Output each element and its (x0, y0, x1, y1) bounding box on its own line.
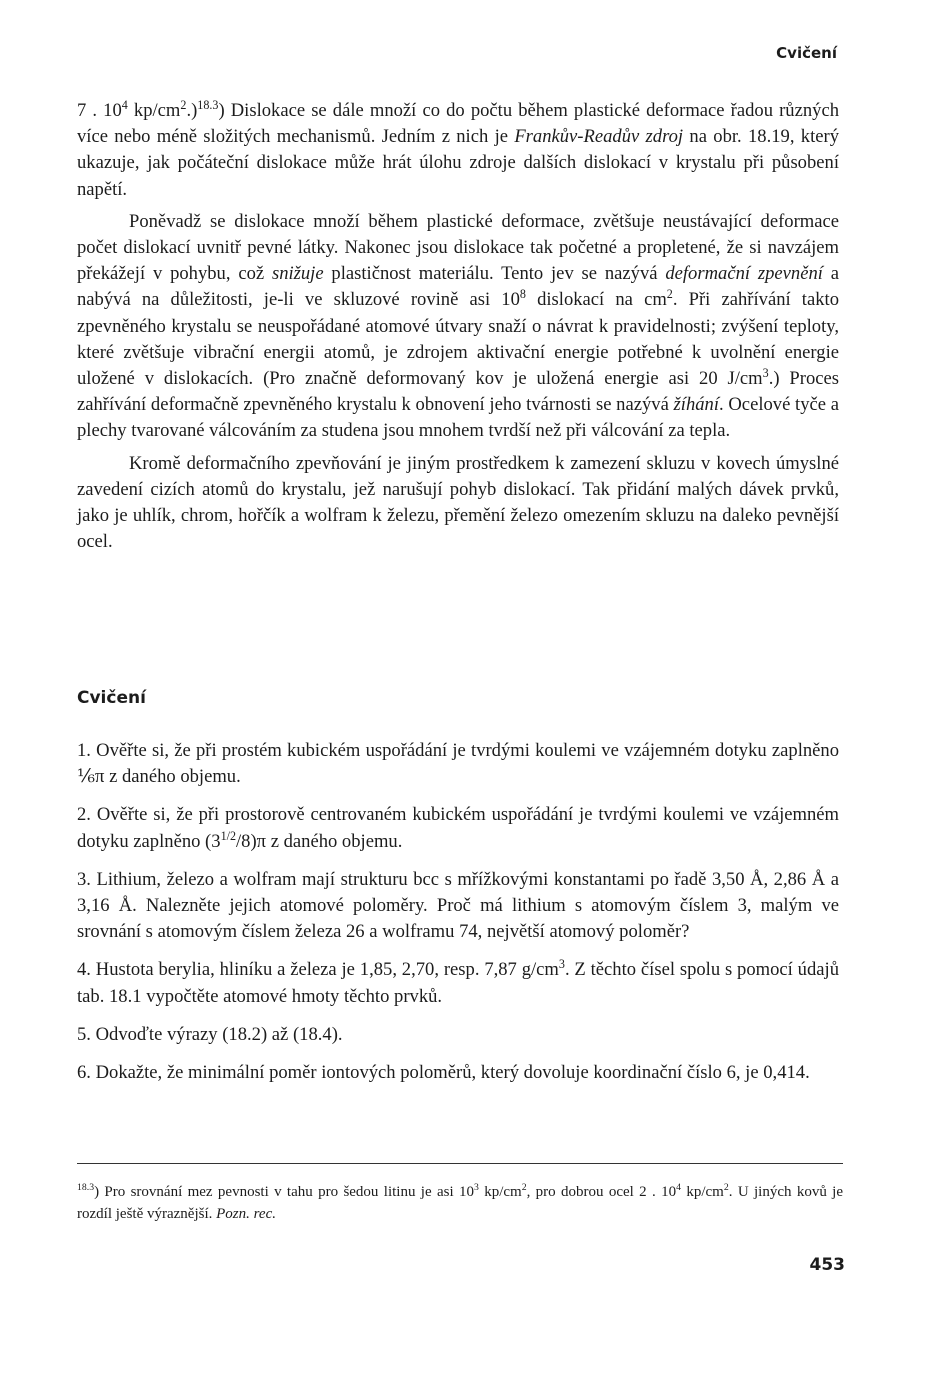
running-header: Cvičení (776, 44, 837, 62)
body-text (77, 98, 839, 555)
section-title: Cvičení (77, 688, 146, 708)
footnote-ref: 18.3 (197, 97, 219, 112)
exercise-3: 3. Lithium, železo a wolfram mají strukturu bcc s mřížkovými konstantami po řadě 3,50 Å, 2,86 Å a 3,16 Å. Nalezněte jejich atomové poloměry. Proč má lithium s atomovým číslem 3, malým ve srovnání s atomovým číslem železa 26 a wolframu 74, největší atomový poloměr? (77, 868, 839, 943)
emphasis-term: Frankův-Readův zdroj (514, 126, 684, 148)
exercise-2: 2. Ověřte si, že při prostorově centrovaném kubickém uspořádání je tvrdými koulemi ve vzájemném dotyku zaplněno $(3^{1/2}/8)\pi$ z daného objemu. (77, 804, 839, 852)
footnote: $^{18.3}$) Pro srovnání mez pevnosti v tahu pro šedou litinu je asi $10^3$ $kp/cm^2$, pro dobrou ocel 2 . $10^4$ $kp/cm^2$. U jiných kovů je rozdíl ještě výraznější. Pozn. rec. (77, 1182, 843, 1222)
footnote-marker: 18.3 (77, 1182, 95, 1193)
paragraph-1: 7 . $10^4$ $kp/cm^2.)^{18.3}$) Dislokace se dále množí co do počtu během plastické deformace řadou různých více nebo méně složitých mechanismů. Jedním z nich je Frankův-Readův zdroj na obr. 18.19, který ukazuje, jak počáteční dislokace může hrát úlohu zdroje dalších dislokací v krystalu při působení napětí. (77, 97, 840, 200)
exercise-4: 4. Hustota berylia, hliníku a železa je 1,85, 2,70, resp. 7,87 $g/cm^3$. Z těchto čísel spolu s pomocí údajů tab. 18.1 vypočtěte atomové hmoty těchto prvků. (77, 957, 839, 1007)
paragraph-2: Poněvadž se dislokace množí během plastické deformace, zvětšuje neustávající deformace počet dislokací uvnitř pevné látky. Nakonec jsou dislokace tak početné a propletené, že si navzájem překážejí v pohybu, což snižuje plastičnost materiálu. Tento jev se nazývá deformační zpevnění a nabývá na důležitosti, je-li ve skluzové rovině asi $10^8$ dislokací na $cm^2$. Při zahřívání takto zpevněného krystalu se neuspořádané atomové útvary snaží o návrat k pravidelnosti; zvýšení teploty, které zvětšuje vibrační energii atomů, je zdrojem aktivační energie potřebné k uvolnění energie uložené v dislokacích. (Pro značně deformovaný kov je uložená energie asi 20 $J/cm^3$.) Proces zahřívání deformačně zpevněného krystalu k obnovení jeho tvárnosti se nazývá žíhání. Ocelové tyče a plechy tvarované válcováním za studena jsou mnohem tvrdší než při válcování za tepla. (77, 210, 839, 442)
exercise-1: 1. Ověřte si, že při prostém kubickém uspořádání je tvrdými koulemi ve vzájemném dotyku zaplněno ⅙π z daného objemu. (77, 740, 839, 788)
footnote-divider (77, 1163, 843, 1164)
page-number: 453 (809, 1255, 845, 1275)
exercise-5: 5. Odvoďte výrazy (18.2) až (18.4). (77, 1023, 343, 1045)
exercise-6: 6. Dokažte, že minimální poměr iontových poloměrů, který dovoluje koordinační číslo 6, je 0,414. (77, 1062, 810, 1084)
paragraph-3: Kromě deformačního zpevňování je jiným prostředkem k zamezení skluzu v kovech úmyslné zavedení cizích atomů do krystalu, jež narušují pohyb dislokací. Tak přidání malých dávek prvků, jako je uhlík, chrom, hořčík a wolfram k železu, přemění železo omezením skluzu na daleko pevnější ocel. (77, 452, 839, 553)
exercise-list (77, 738, 839, 1098)
